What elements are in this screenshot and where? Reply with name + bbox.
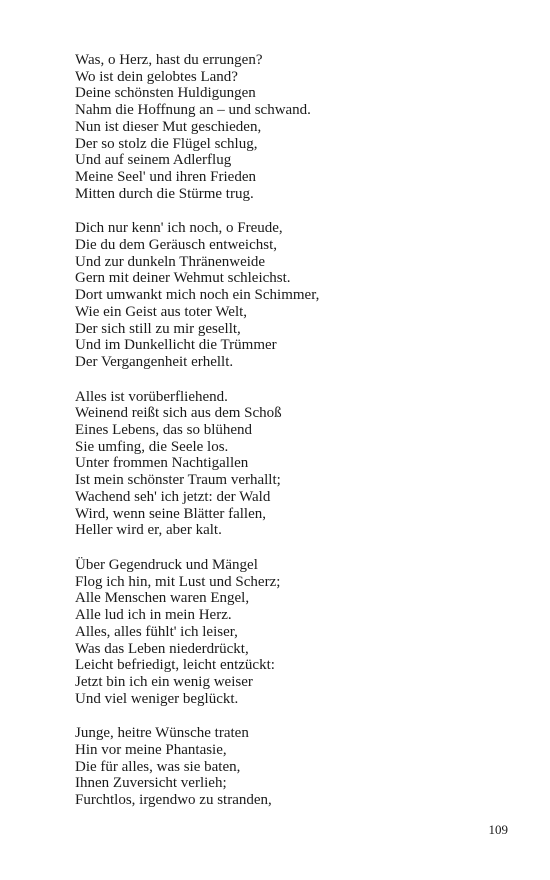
- verse-line: Wo ist dein gelobtes Land?: [75, 68, 238, 85]
- stanza-1: [75, 52, 495, 202]
- verse-line: Dort umwankt mich noch ein Schimmer,: [75, 287, 320, 304]
- verse-line: Wie ein Geist aus toter Welt,: [75, 303, 248, 320]
- page-number: 109: [488, 822, 508, 837]
- verse-line: Die du dem Geräusch entweichst,: [75, 237, 278, 254]
- verse-line: Und zur dunkeln Thränenweide: [75, 253, 266, 270]
- verse-line: Dich nur kenn' ich noch, o Freude,: [75, 220, 283, 237]
- verse-line: Ist mein schönster Traum verhallt;: [75, 472, 281, 489]
- verse-line: Nun ist dieser Mut geschieden,: [75, 118, 262, 135]
- verse-line: Furchtlos, irgendwo zu stranden,: [75, 792, 272, 809]
- verse-line: Deine schönsten Huldigungen: [75, 85, 256, 102]
- verse-line: Nahm die Hoffnung an – und schwand.: [75, 102, 311, 119]
- verse-line: Meine Seel' und ihren Frieden: [75, 168, 256, 185]
- stanza-2: [75, 220, 495, 370]
- verse-line: Alle lud ich in mein Herz.: [75, 607, 232, 624]
- verse-line: Ihnen Zuversicht verlieh;: [75, 775, 227, 792]
- verse-line: Über Gegendruck und Mängel: [75, 556, 258, 573]
- verse-line: Und viel weniger beglückt.: [75, 690, 239, 707]
- verse-line: Der sich still zu mir gesellt,: [75, 320, 241, 337]
- verse-line: Mitten durch die Stürme trug.: [75, 185, 254, 202]
- verse-line: Und auf seinem Adlerflug: [75, 152, 232, 169]
- verse-line: Gern mit deiner Wehmut schleichst.: [75, 270, 291, 287]
- verse-line: Weinend reißt sich aus dem Schoß: [75, 405, 282, 422]
- poem-text: [75, 52, 495, 827]
- stanza-4: [75, 557, 495, 707]
- verse-line: Flog ich hin, mit Lust und Scherz;: [75, 573, 281, 590]
- verse-line: Hin vor meine Phantasie,: [75, 742, 227, 759]
- stanza-5: [75, 725, 495, 809]
- verse-line: Was das Leben niederdrückt,: [75, 640, 249, 657]
- verse-line: Sie umfing, die Seele los.: [75, 438, 229, 455]
- verse-line: Der so stolz die Flügel schlug,: [75, 135, 258, 152]
- verse-line: Der Vergangenheit erhellt.: [75, 353, 234, 370]
- verse-line: Alles, alles fühlt' ich leiser,: [75, 623, 238, 640]
- verse-line: Heller wird er, aber kalt.: [75, 522, 222, 539]
- verse-line: Und im Dunkellicht die Trümmer: [75, 337, 277, 354]
- verse-line: Leicht befriedigt, leicht entzückt:: [75, 657, 275, 674]
- verse-line: Eines Lebens, das so blühend: [75, 422, 253, 439]
- verse-line: Junge, heitre Wünsche traten: [75, 725, 249, 742]
- verse-line: Alle Menschen waren Engel,: [75, 590, 250, 607]
- verse-line: Unter frommen Nachtigallen: [75, 455, 249, 472]
- verse-line: Wachend seh' ich jetzt: der Wald: [75, 488, 271, 505]
- verse-line: Alles ist vorüberfliehend.: [75, 388, 228, 405]
- verse-line: Wird, wenn seine Blätter fallen,: [75, 505, 266, 522]
- verse-line: Was, o Herz, hast du errungen?: [75, 52, 263, 68]
- verse-line: Die für alles, was sie baten,: [75, 758, 241, 775]
- verse-line: Jetzt bin ich ein wenig weiser: [75, 673, 253, 690]
- stanza-3: [75, 389, 495, 539]
